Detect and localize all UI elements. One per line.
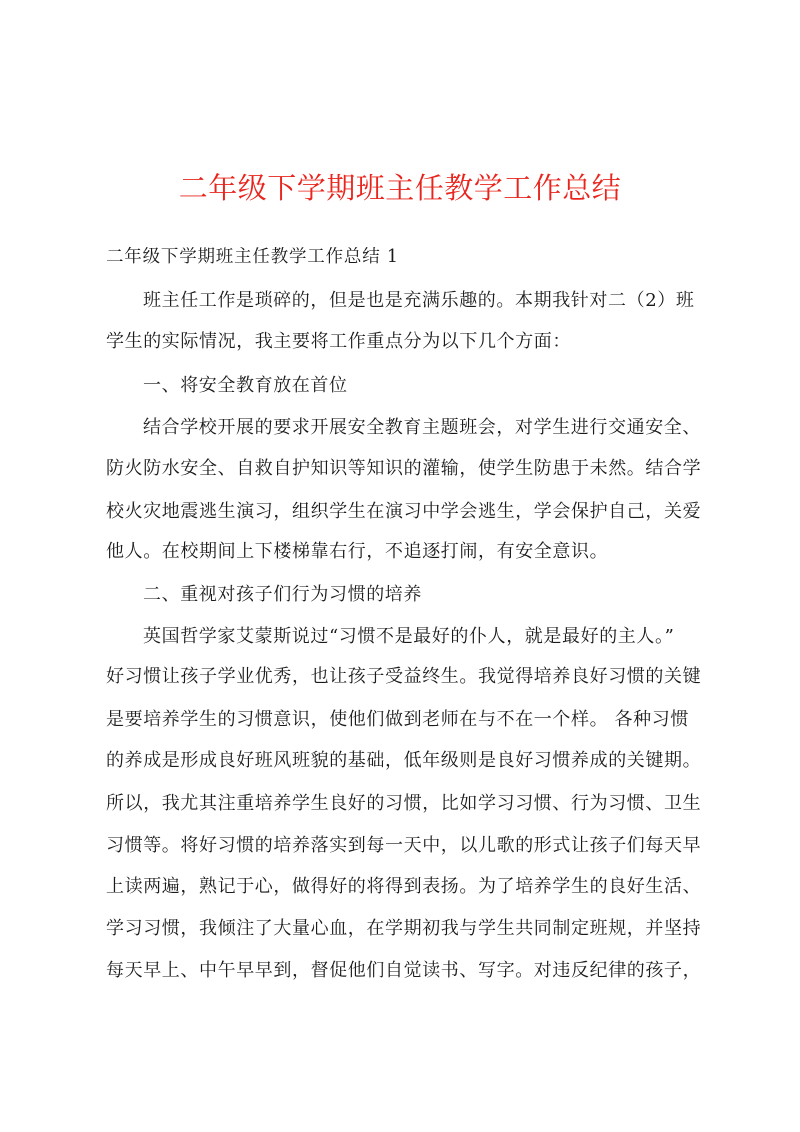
paragraph-line: 所以，我尤其注重培养学生良好的习惯，比如学习习惯、行为习惯、卫生: [106, 793, 702, 814]
paragraph-line: 上读两遍，熟记于心，做得好的将得到表扬。为了培养学生的良好生活、: [106, 876, 702, 897]
paragraph-line: 班主任工作是琐碎的，但是也是充满乐趣的。本期我针对二（2）班: [143, 290, 695, 311]
paragraph-line: 结合学校开展的要求开展安全教育主题班会，对学生进行交通安全、: [143, 417, 701, 438]
paragraph-line: 习惯等。将好习惯的培养落实到每一天中，以儿歌的形式让孩子们每天早: [106, 835, 702, 856]
paragraph-line: 学习习惯，我倾注了大量心血，在学期初我与学生共同制定班规，并坚持: [106, 918, 702, 939]
document-title: 二年级下学期班主任教学工作总结: [178, 171, 622, 205]
paragraph-line: 他人。在校期间上下楼梯靠右行，不追逐打闹，有安全意识。: [106, 541, 609, 562]
paragraph-line: 英国哲学家艾蒙斯说过“习惯不是最好的仆人，就是最好的主人。”: [143, 626, 675, 647]
paragraph-line: 的养成是形成良好班风班貌的基础，低年级则是良好习惯养成的关键期。: [106, 750, 702, 771]
paragraph-line: 每天早上、中午早早到，督促他们自觉读书、写字。对违反纪律的孩子，: [106, 960, 702, 981]
section-heading: 二、重视对孩子们行为习惯的培养: [143, 584, 422, 605]
paragraph-line: 好习惯让孩子学业优秀，也让孩子受益终生。我觉得培养良好习惯的关键: [106, 666, 702, 687]
section-heading: 一、将安全教育放在首位: [143, 375, 348, 396]
section-subtitle: 二年级下学期班主任教学工作总结 1: [106, 247, 399, 267]
paragraph-line: 是要培养学生的习惯意识，使他们做到老师在与不在一个样。 各种习惯: [106, 709, 689, 730]
paragraph-line: 校火灾地震逃生演习，组织学生在演习中学会逃生，学会保护自己，关爱: [106, 501, 702, 522]
paragraph-line: 防火防水安全、自救自护知识等知识的灌输，使学生防患于未然。结合学: [106, 458, 702, 479]
paragraph-line: 学生的实际情况，我主要将工作重点分为以下几个方面：: [106, 331, 571, 352]
